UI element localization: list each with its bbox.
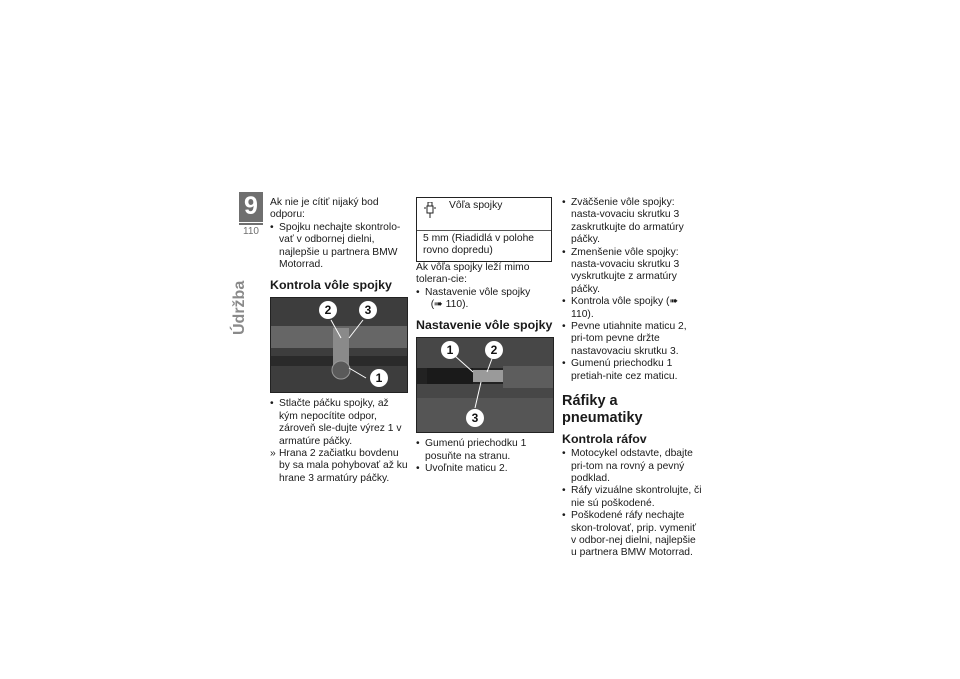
- bullet-item: • Zmenšenie vôle spojky: nasta-vovaciu skrutku 3 vyskrutkujte z armatúry páčky.: [562, 247, 702, 297]
- photo-label: 2: [490, 343, 498, 358]
- photo-label: 1: [446, 343, 454, 358]
- column-1: [270, 197, 410, 485]
- subsection-heading: Kontrola ráfov: [562, 432, 647, 447]
- bullet-item: • Poškodené ráfy nechajte skon-trolovať, prip. vymeniť v odbor-nej dielni, najlepšie u partnera BMW Motorrad.: [562, 510, 702, 560]
- intro-text: Ak nie je cítiť nijaký bod odporu:: [270, 197, 379, 221]
- bullet-item: • Nastavenie vôle spojky (➠ 110).: [416, 287, 556, 312]
- chapter-tab: [239, 192, 263, 238]
- section-heading: Ráfiky a pneumatiky: [562, 393, 643, 427]
- bullet-item: • Gumenú priechodku 1 posuňte na stranu.: [416, 438, 556, 463]
- wrench-tolerance-icon: [417, 198, 443, 230]
- photo-label: 3: [471, 411, 479, 426]
- chapter-number: 9: [239, 192, 263, 222]
- page-number: 110: [243, 226, 259, 237]
- spec-value: 5 mm (Riadidlá v polohe rovno dopredu): [423, 233, 535, 257]
- column-2: [416, 197, 556, 476]
- bullet-item: • Ráfy vizuálne skontrolujte, či nie sú poškodené.: [562, 485, 702, 510]
- spec-table: [416, 197, 552, 262]
- section-heading: Kontrola vôle spojky: [270, 278, 392, 293]
- photo-label: 1: [375, 371, 383, 386]
- clutch-adjust-photo: [416, 337, 554, 433]
- tolerance-text: Ak vôľa spojky leží mimo toleran-cie:: [416, 261, 530, 286]
- spec-label: Vôľa spojky: [449, 200, 503, 211]
- bullet-item: • Zväčšenie vôle spojky: nasta-vovaciu skrutku 3 zaskrutkujte do armatúry páčky.: [562, 197, 702, 247]
- page-reference[interactable]: (➠ 110).: [430, 299, 469, 311]
- clutch-lever-photo: [270, 297, 408, 393]
- column-3: [562, 197, 702, 560]
- bullet-item: • Uvoľnite maticu 2.: [416, 463, 556, 475]
- chapter-title: Údržba: [231, 280, 248, 335]
- bullet-item: • Gumenú priechodku 1 pretiah-nite cez maticu.: [562, 358, 702, 383]
- photo-label: 2: [324, 303, 332, 318]
- chapter-divider: [239, 223, 263, 225]
- bullet-item: • Pevne utiahnite maticu 2, pri-tom pevne držte nastavovaciu skrutku 3.: [562, 321, 702, 358]
- bullet-item: • Stlačte páčku spojky, až kým nepocítite odpor, zároveň sle-dujte výrez 1 v armatúre páčky.: [270, 398, 410, 448]
- photo-label: 3: [364, 303, 372, 318]
- result-item: » Hrana 2 začiatku bovdenu by sa mala pohybovať až ku hrane 3 armatúry páčky.: [270, 448, 410, 485]
- bullet-item: • Spojku nechajte skontrolo-vať v odbornej dielni, najlepšie u partnera BMW Motorrad.: [270, 222, 410, 272]
- bullet-item: • Motocykel odstavte, dbajte pri-tom na rovný a pevný podklad.: [562, 448, 702, 485]
- section-heading: Nastavenie vôle spojky: [416, 318, 553, 333]
- bullet-item: • Kontrola vôle spojky (➠ 110).: [562, 296, 702, 321]
